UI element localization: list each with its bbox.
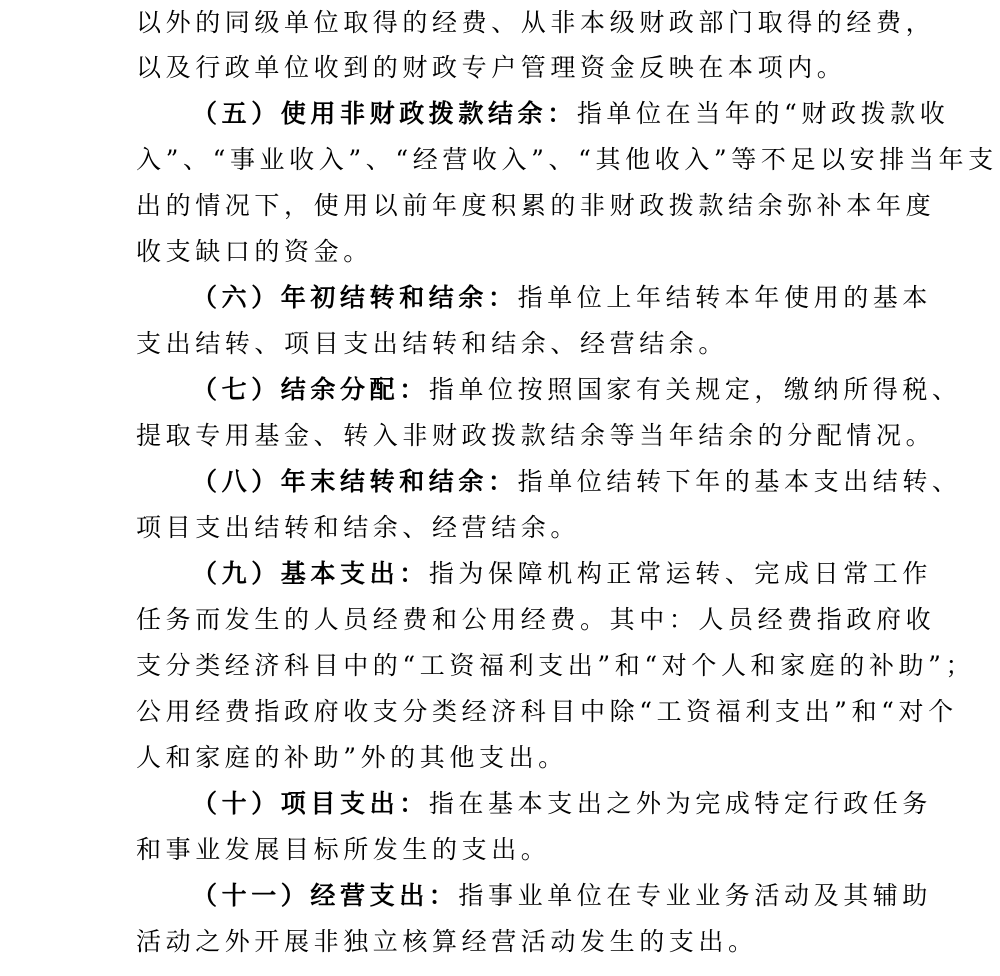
body-text-line: 出的情况下，使用以前年度积累的非财政拨款结余弥补本年度 <box>136 191 936 220</box>
section-body-7: 指单位按照国家有关规定，缴纳所得税、 <box>428 375 962 404</box>
section-heading-5: （五）使用非财政拨款结余： <box>192 99 577 128</box>
section-heading-9: （九）基本支出： <box>192 559 429 588</box>
section-heading-10: （十）项目支出： <box>192 789 429 818</box>
section-item-11 <box>0 873 1000 919</box>
section-body-8: 指单位结转下年的基本支出结转、 <box>517 467 962 496</box>
section-heading-7: （七）结余分配： <box>192 375 429 404</box>
section-item-6 <box>0 275 1000 321</box>
section-body-5: 指单位在当年的“财政拨款收 <box>576 99 950 128</box>
section-body-9: 指为保障机构正常运转、完成日常工作 <box>428 559 933 588</box>
body-text-line: 以外的同级单位取得的经费、从非本级财政部门取得的经费， <box>136 8 936 37</box>
section-body-11: 指事业单位在专业业务活动及其辅助 <box>458 881 933 910</box>
section-heading-8: （八）年末结转和结余： <box>192 467 518 496</box>
body-text-line: 人和家庭的补助”外的其他支出。 <box>136 743 568 772</box>
body-text-part: 入”、“事业收入”、“经营收入”、“其他收入” <box>136 145 732 174</box>
body-text-line: 提取专用基金、转入非财政拨款结余等当年结余的分配情况。 <box>136 421 936 450</box>
section-heading-11: （十一）经营支出： <box>192 881 459 910</box>
body-text-line <box>0 137 1000 183</box>
section-body-6: 指单位上年结转本年使用的基本 <box>517 283 933 312</box>
section-body-10: 指在基本支出之外为完成特定行政任务 <box>428 789 933 818</box>
body-text-line: 活动之外开展非独立核算经营活动发生的支出。 <box>136 927 758 956</box>
body-text-line: 以及行政单位收到的财政专户管理资金反映在本项内。 <box>136 53 847 82</box>
body-text-line: 项目支出结转和结余、经营结余。 <box>136 513 581 542</box>
body-text-part: 等不足以安排当年支 <box>731 145 998 174</box>
section-item-5 <box>0 91 1000 137</box>
body-text-line: 支分类经济科目中的“工资福利支出”和“对个人和家庭的补助”； <box>136 651 976 680</box>
body-text-line: 支出结转、项目支出结转和结余、经营结余。 <box>136 329 729 358</box>
body-text-line: 和事业发展目标所发生的支出。 <box>136 835 551 864</box>
body-text-line: 任务而发生的人员经费和公用经费。其中：人员经费指政府收 <box>136 605 936 634</box>
section-item-10 <box>0 781 1000 827</box>
body-text-line: 公用经费指政府收支分类经济科目中除“工资福利支出”和“对个 <box>136 697 958 726</box>
section-heading-6: （六）年初结转和结余： <box>192 283 518 312</box>
section-item-9 <box>0 551 1000 597</box>
section-item-7 <box>0 367 1000 413</box>
body-text-line: 收支缺口的资金。 <box>136 237 373 266</box>
section-item-8 <box>0 459 1000 505</box>
